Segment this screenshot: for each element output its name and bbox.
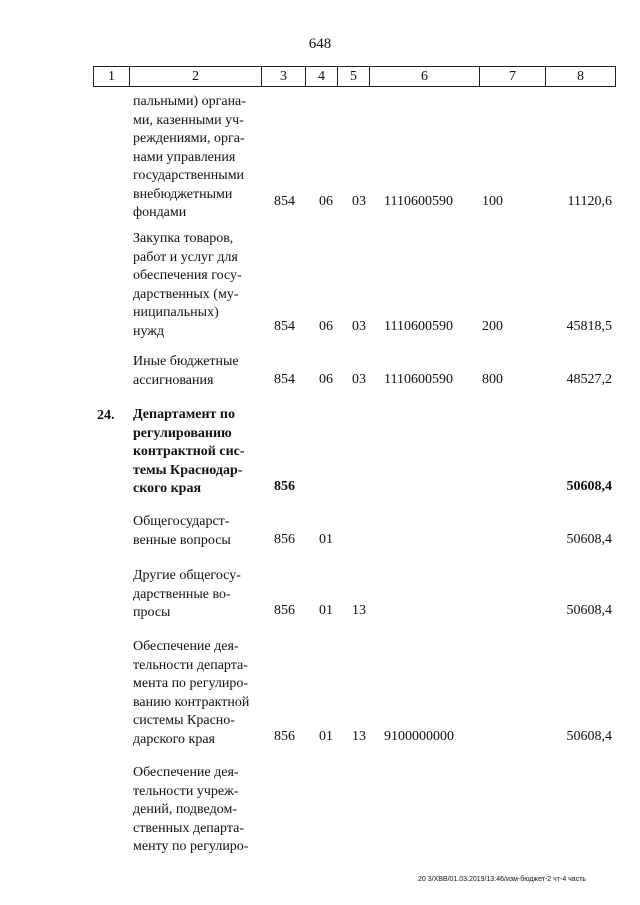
cell-sum: 45818,5 [566, 319, 612, 334]
cell-sum: 50608,4 [566, 532, 612, 547]
cell-ved: 854 [274, 194, 295, 209]
header-col-3: 3 [262, 67, 306, 86]
row-description [133, 764, 264, 857]
description-line: ванию контрактной [133, 694, 250, 710]
cell-pr: 13 [352, 603, 366, 618]
table-header-row [93, 66, 616, 87]
description-line: ассигнования [133, 372, 214, 388]
description-line: реждениями, орга- [133, 131, 245, 146]
cell-rz: 06 [319, 194, 333, 209]
row-description [133, 353, 264, 390]
header-col-1: 1 [94, 67, 130, 86]
cell-sum: 11120,6 [567, 194, 612, 209]
description-line: дарственных (му- [133, 286, 239, 302]
description-line: нужд [133, 323, 165, 339]
cell-ved: 854 [274, 372, 295, 387]
row-description [133, 513, 264, 550]
description-line: фондами [133, 205, 187, 220]
description-line: системы Красно- [133, 713, 235, 728]
description-line: пальными) органа- [133, 94, 246, 109]
description-line: просы [133, 605, 171, 620]
description-line: ского края [133, 481, 202, 496]
description-line: нами управления [133, 149, 236, 165]
description-line: Обеспечение дея- [133, 639, 239, 654]
description-line: контрактной сис- [133, 444, 245, 459]
section-title [133, 406, 264, 499]
cell-ved: 856 [274, 479, 295, 494]
header-col-5: 5 [338, 67, 370, 86]
cell-csr: 1110600590 [384, 194, 453, 209]
description-line: регулированию [133, 425, 232, 441]
footer-file-stamp: 20 3/ХВВ/01.03.2019/13:46/изм-бюджет-2 чт-4 часть [418, 876, 587, 883]
description-line: ниципальных) [133, 305, 219, 320]
row-description [133, 93, 264, 223]
cell-sum: 50608,4 [566, 479, 612, 494]
description-line: работ и услуг для [133, 249, 238, 265]
cell-rz: 01 [319, 729, 333, 744]
row-description [133, 567, 264, 623]
row-description [133, 230, 264, 341]
description-line: темы Краснодар- [133, 462, 243, 478]
header-col-2: 2 [130, 67, 262, 86]
cell-csr: 1110600590 [384, 319, 453, 334]
description-line: Обеспечение дея- [133, 765, 239, 780]
description-line: дарского края [133, 731, 215, 747]
row-description [133, 638, 264, 749]
cell-sum: 50608,4 [566, 729, 612, 744]
cell-csr: 9100000000 [384, 729, 454, 744]
cell-ved: 856 [274, 532, 295, 547]
description-line: Другие общегосу- [133, 568, 241, 583]
cell-vr: 800 [482, 372, 503, 387]
description-line: Иные бюджетные [133, 354, 239, 369]
cell-vr: 100 [482, 194, 503, 209]
cell-pr: 03 [352, 194, 366, 209]
description-line: Общегосударст- [133, 514, 230, 529]
cell-rz: 01 [319, 603, 333, 618]
cell-rz: 01 [319, 532, 333, 547]
cell-rz: 06 [319, 372, 333, 387]
description-line: внебюджетными [133, 186, 233, 202]
header-col-7: 7 [480, 67, 546, 86]
description-line: дарственные во- [133, 586, 231, 602]
description-line: государственными [133, 168, 245, 183]
cell-ved: 856 [274, 603, 295, 618]
cell-pr: 03 [352, 372, 366, 387]
page-number: 648 [308, 36, 332, 52]
description-line: дений, подведом- [133, 802, 237, 817]
description-line: тельности департа- [133, 657, 248, 673]
description-line: Департамент по [133, 407, 235, 422]
cell-sum: 48527,2 [566, 372, 612, 387]
description-line: венные вопросы [133, 532, 231, 548]
section-number: 24. [97, 408, 115, 423]
description-line: ми, казенными уч- [133, 112, 244, 128]
cell-rz: 06 [319, 319, 333, 334]
cell-ved: 854 [274, 319, 295, 334]
header-col-6: 6 [370, 67, 480, 86]
description-line: Закупка товаров, [133, 231, 234, 246]
cell-sum: 50608,4 [566, 603, 612, 618]
header-col-8: 8 [577, 69, 584, 84]
description-line: тельности учреж- [133, 783, 239, 799]
description-line: менту по регулиро- [133, 839, 249, 854]
cell-pr: 03 [352, 319, 366, 334]
cell-ved: 856 [274, 729, 295, 744]
cell-vr: 200 [482, 319, 503, 334]
header-col-4: 4 [306, 67, 338, 86]
description-line: обеспечения госу- [133, 268, 242, 283]
description-line: ственных департа- [133, 820, 244, 836]
cell-csr: 1110600590 [384, 372, 453, 387]
description-line: мента по регулиро- [133, 676, 249, 691]
cell-pr: 13 [352, 729, 366, 744]
